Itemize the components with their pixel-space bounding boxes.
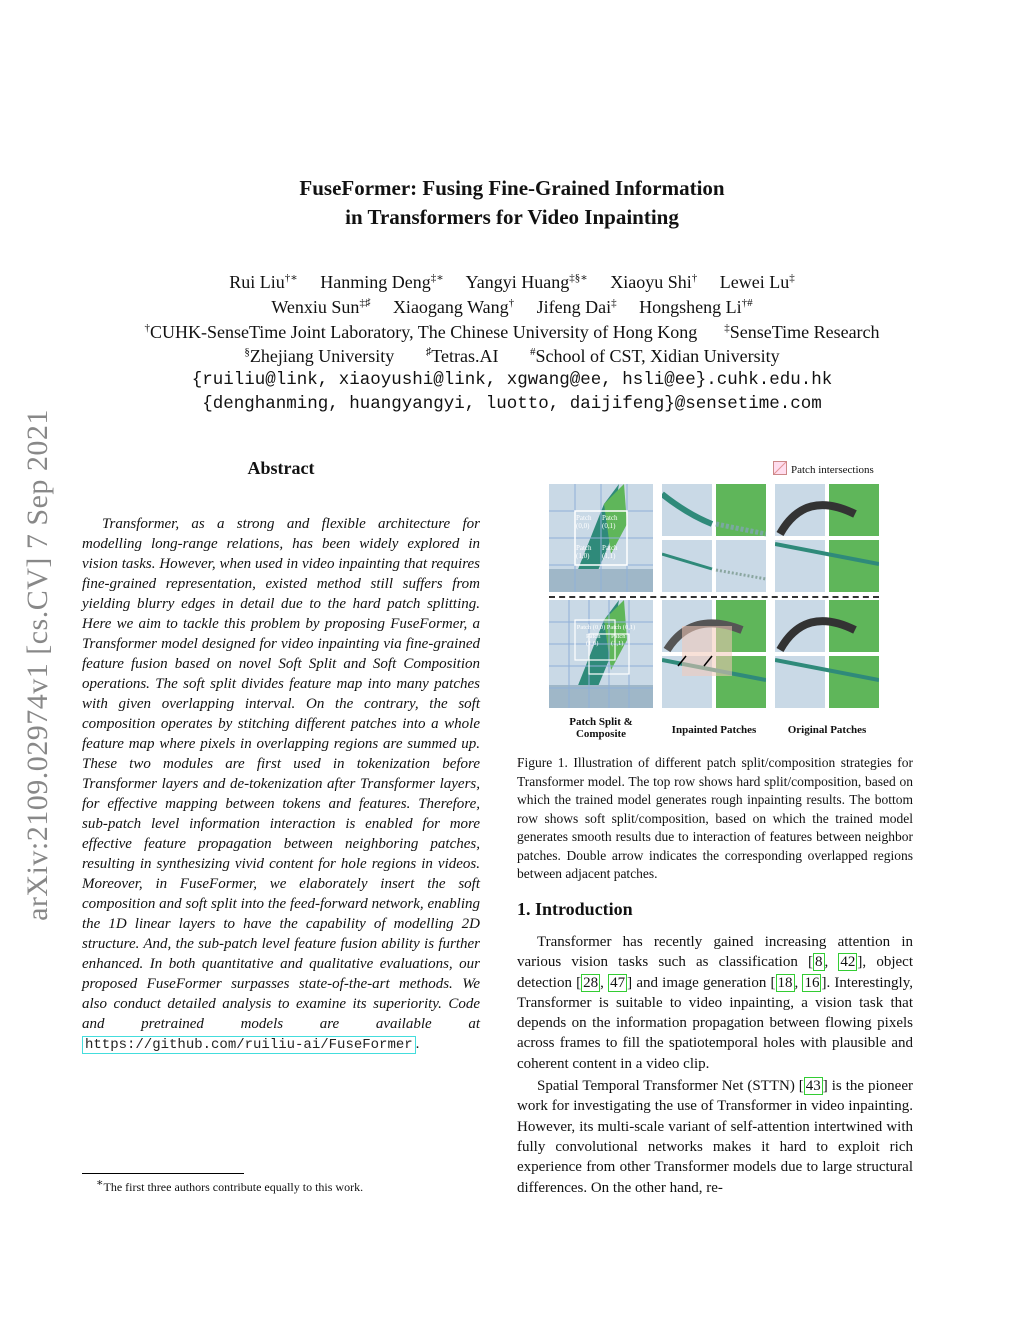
legend-swatch-icon [773,461,787,475]
citation-link[interactable]: 42 [840,954,856,971]
author: Rui Liu†∗ [229,272,298,292]
intro-heading: 1. Introduction [517,899,633,919]
citation-link[interactable]: 47 [610,974,626,991]
affiliation-row-1: †CUHK-SenseTime Joint Laboratory, The Chinese University of Hong Kong ‡SenseTime Research [144,322,880,342]
code-link[interactable]: https://github.com/ruiliu-ai/FuseFormer [82,1036,416,1054]
figure-inpainted-soft-image [662,600,766,708]
author: Jifeng Dai‡ [536,297,617,317]
author: Hanming Deng‡∗ [320,272,444,292]
intro-body [517,932,913,1198]
top-patch-labels: Patch (0,0) Patch (0,1) Patch (1,0) Patch (1,1) [576,514,618,560]
figure-soft-split-image [549,600,653,708]
paper-title [0,174,1024,232]
arxiv-sidebar: arXiv:2109.02974v1 [cs.CV] 7 Sep 2021 [21,409,54,921]
title-line-2: in Transformers for Video Inpainting [345,205,679,229]
author-row-2 [0,295,1024,319]
figure-original-top-image [775,484,879,592]
figure-inpainted-hard-image [662,484,766,592]
intro-paragraph-1: Transformer has recently gained increasing attention in various vision tasks such as classification [ 8 , 42 ], object detection [ 28 , 47 ] and image generation [ 18 , 16 ]. Interestingly, Transformer is suitable to video inpainting, a vision task that depends on the information propagation between flowing pixels across frames to fill the spatiotemporal holes with plausible and coherent content in a video clip. [517,934,913,1072]
citation-link[interactable]: 8 [815,954,823,971]
abstract-body: Transformer, as a strong and flexible architecture for modelling long-range relations, has been widely explored in vision tasks. However, when used in video inpainting that requires fine-grained representation, existed method still suffers from yielding blurry edges in detail due to the hard patch splitting. Here we aim to tackle this problem by proposing FuseFormer, a Transformer model designed for video inpainting via fine-grained feature fusion based on novel Soft Split and Soft Composition operations. The soft split divides feature map into many patches with given overlapping interval. On the contrary, the soft composition operates by stitching different patches into a whole feature map where pixels in overlapping regions are summed up. These two modules are first used in tokenization before Transformer layers and de-tokenization after Transformer layers, for effective mapping between tokens and features. Therefore, sub-patch level information interaction is enabled for more effective feature propagation between neighboring patches, resulting in synthesizing vivid content for hole regions in videos. Moreover, in FuseFormer, we elaborately insert the soft composition and soft split into the feed-forward network, enabling the 1D linear layers to have the capability of modelling 2D structure. And, the sub-patch level feature fusion ability is further enhanced. In both quantitative and qualitative evaluations, our proposed FuseFormer surpasses state-of-the-art methods. We also conduct detailed analysis to examine its superiority. Code and pretrained models are available at https://github.com/ruiliu-ai/FuseFormer . [82,516,480,1053]
title-line-1: FuseFormer: Fusing Fine-Grained Information [299,176,725,200]
author: Xiaoyu Shi† [610,272,698,292]
author: Lewei Lu‡ [719,272,795,292]
email-line-1: {ruiliu@link, xiaoyushi@link, xgwang@ee, hsli@ee}.cuhk.edu.hk [191,370,833,390]
author: Hongsheng Li†# [639,297,753,317]
footnote-rule [82,1173,244,1174]
citation-link[interactable]: 43 [805,1078,821,1095]
figure-1 [549,484,879,708]
citation-link[interactable]: 16 [804,974,820,991]
author: Xiaogang Wang† [392,297,515,317]
bottom-patch-labels: Patch (0,0) Patch (0,1) Patch (1,0) Patch (1,1) [576,624,636,647]
figure-col-label-3: Original Patches [787,724,867,736]
footnote: ∗The first three authors contribute equally to this work. [96,1177,364,1194]
figure-separator [549,596,879,598]
author: Wenxiu Sun‡♯ [271,297,371,317]
figure-caption: Figure 1. Illustration of different patch split/composition strategies for Transformer model. The top row shows hard split/composition, based on which the trained model generates rough inpainting results. The bottom row shows soft split/composition, based on which the trained model generates smooth results due to interaction of features between neighbor patches. Double arrow indicates the corresponding overlapped regions between adjacent patches. [517,755,913,881]
affiliation-row-2: §Zhejiang University ♯Tetras.AI #School of CST, Xidian University [244,346,780,366]
citation-link[interactable]: 18 [777,974,793,991]
email-line-2: {denghanming, huangyangyi, luotto, daijifeng}@sensetime.com [202,394,822,414]
intro-paragraph-2: Spatial Temporal Transformer Net (STTN) [ 43 ] is the pioneer work for investigating the use of Transformer in video inpainting. However, its multi-scale variant of self-attention intertwined with fully convolutional networks makes it hard to exploit rich experience from other Transformer models due to large structural differences. On the other hand, re- [517,1078,913,1196]
author: Yangyi Huang‡§∗ [465,272,588,292]
figure-col-label-1: Patch Split & Composite [569,716,633,740]
figure-legend: Patch intersections [773,461,874,476]
author-row-1 [0,270,1024,294]
citation-link[interactable]: 28 [583,974,599,991]
abstract-heading: Abstract [247,458,315,478]
figure-original-bottom-image [775,600,879,708]
figure-col-label-2: Inpainted Patches [671,724,757,736]
